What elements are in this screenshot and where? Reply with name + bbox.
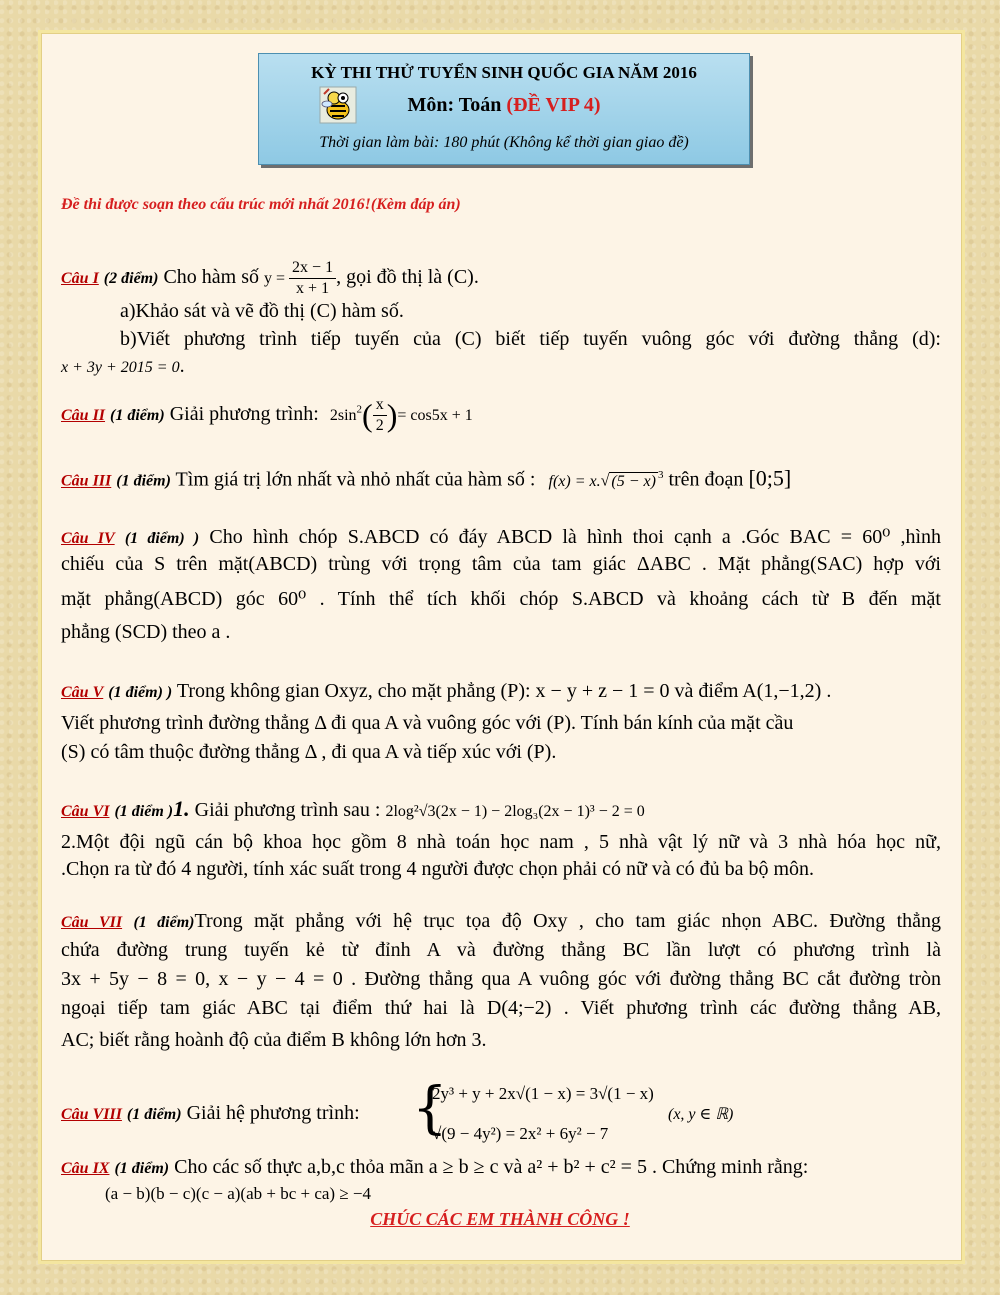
system-brace: {: [412, 1076, 448, 1141]
question-1-label: Câu I: [61, 270, 99, 288]
fraction: $\frac{x}{2}$: [373, 395, 387, 436]
question-5-line-1: Câu V (1 điểm) ) Trong không gian Oxyz, cho mặt phẳng (P): x − y + z − 1 = 0 và điểm A(1,−1,2) .: [61, 680, 832, 702]
question-8: Câu VIII (1 điểm) Giải hệ phương trình:: [61, 1102, 360, 1124]
intro-note: Đề thi được soạn theo cấu trúc mới nhất 2016!(Kèm đáp án): [61, 196, 461, 213]
question-4-line-4: phẳng (SCD) theo a .: [61, 621, 231, 643]
question-5-line-2: Viết phương trình đường thẳng Δ đi qua A và vuông góc với (P). Tính bán kính của mặt cầu: [61, 712, 794, 734]
question-4-line-2: chiếu của S trên mặt(ABCD) trùng với trọng tâm của tam giác ΔABC . Mặt phẳng(SAC) hợp với: [61, 553, 941, 575]
fraction: $\frac{2x - 1}{x + 1}$: [289, 258, 336, 299]
exam-title: KỲ THI THỬ TUYỂN SINH QUỐC GIA NĂM 2016: [311, 63, 697, 82]
question-4-line-1: Câu IV (1 điểm) ) Cho hình chóp S.ABCD có đáy ABCD là hình thoi cạnh a .Góc BAC = 60⁰ ,hình: [61, 526, 942, 548]
question-3-points: (1 điểm): [116, 472, 171, 490]
question-3-label: Câu III: [61, 472, 112, 490]
question-7-points: (1 điểm): [133, 914, 195, 931]
question-4-label: Câu IV: [61, 530, 115, 547]
question-6-label: Câu VI: [61, 803, 110, 820]
question-7-line-3: 3x + 5y − 8 = 0, x − y − 4 = 0 . Đường thẳng qua A vuông góc với đường thẳng BC cắt đường tròn: [61, 968, 941, 990]
question-4-line-3: mặt phẳng(ABCD) góc 60⁰ . Tính thể tích khối chóp S.ABCD và khoảng cách từ B đến mặt: [61, 588, 941, 610]
question-7-label: Câu VII: [61, 914, 123, 931]
question-4-points: (1 điểm) ): [124, 530, 200, 547]
system-equation-2: √(9 − 4y²) = 2x² + 6y² − 7: [432, 1124, 609, 1143]
question-1-points: (2 điểm): [103, 270, 159, 288]
question-7-line-5: AC; biết rằng hoành độ của điểm B không lớn hơn 3.: [61, 1029, 487, 1051]
exam-time: Thời gian làm bài: 180 phút (Không kể thời gian giao đề): [319, 134, 689, 151]
question-2: Câu II (1 điểm) Giải phương trình: $2\sin^2$( $\frac{x}{2}$ )= cos5x + 1: [61, 396, 473, 434]
question-6-line-2: 2.Một đội ngũ cán bộ khoa học gồm 8 nhà toán học nam , 5 nhà vật lý nữ và 3 nhà hóa học nữ,: [61, 831, 941, 853]
question-2-points: (1 điểm): [110, 407, 165, 425]
question-9-points: (1 điểm): [114, 1160, 170, 1177]
question-1b: b)Viết phương trình tiếp tuyến của (C) biết tiếp tuyến vuông góc với đường thẳng (d):: [120, 328, 941, 350]
system-domain: (x, y ∈ ℝ): [668, 1106, 734, 1123]
question-1a: a)Khảo sát và vẽ đồ thị (C) hàm số.: [120, 300, 404, 322]
question-6-points: (1 điểm ): [114, 803, 174, 820]
system-equation-1: 2y³ + y + 2x√(1 − x) = 3√(1 − x): [432, 1084, 654, 1103]
closing-message: CHÚC CÁC EM THÀNH CÔNG !: [370, 1209, 630, 1229]
question-3: Câu III (1 điểm) Tìm giá trị lớn nhất và nhỏ nhất của hàm số : f(x) = x.√ (5 − x) $^3$ trên đoạn [0;5]: [61, 465, 792, 491]
question-8-points: (1 điểm): [126, 1106, 182, 1123]
question-9-label: Câu IX: [61, 1160, 110, 1177]
question-6-line-3: .Chọn ra từ đó 4 người, tính xác suất trong 4 người được chọn phải có nữ và có đủ ba bộ môn.: [61, 858, 815, 880]
question-7-line-1: Câu VII (1 điểm)Trong mặt phẳng với hệ trục tọa độ Oxy , cho tam giác nhọn ABC. Đường thẳng: [61, 910, 941, 932]
question-2-label: Câu II: [61, 407, 106, 425]
question-9-line-2: (a − b)(b − c)(c − a)(ab + bc + ca) ≥ −4: [105, 1184, 372, 1203]
exam-tag: (ĐỀ VIP 4): [506, 94, 601, 116]
exam-header: [258, 53, 750, 165]
question-1: Câu I (2 điểm) Cho hàm số y = $\frac{2x - 1}{x + 1}$ , gọi đồ thị là (C).: [61, 259, 479, 297]
question-8-label: Câu VIII: [61, 1106, 122, 1123]
question-9-line-1: Câu IX (1 điểm) Cho các số thực a,b,c thỏa mãn a ≥ b ≥ c và a² + b² + c² = 5 . Chứng minh rằng:: [61, 1156, 809, 1178]
question-5-line-3: (S) có tâm thuộc đường thẳng Δ , đi qua A và tiếp xúc với (P).: [61, 741, 557, 763]
question-1-line: x + 3y + 2015 = 0.: [61, 355, 185, 377]
exam-subject: Môn: Toán (ĐỀ VIP 4): [407, 94, 601, 116]
question-5-label: Câu V: [61, 684, 104, 701]
question-5-points: (1 điểm) ): [108, 684, 173, 701]
question-6-line-1: Câu VI (1 điểm )1. Giải phương trình sau : 2log²√3(2x − 1) − 2log₃(2x − 1)³ − 2 = 0: [61, 796, 645, 821]
question-7-line-4: ngoại tiếp tam giác ABC tại điểm thứ hai là D(4;−2) . Viết phương trình các đường thẳng AB,: [61, 997, 941, 1019]
question-7-line-2: chứa đường trung tuyến kẻ từ đỉnh A và đường thẳng BC lần lượt có phương trình là: [61, 939, 941, 961]
